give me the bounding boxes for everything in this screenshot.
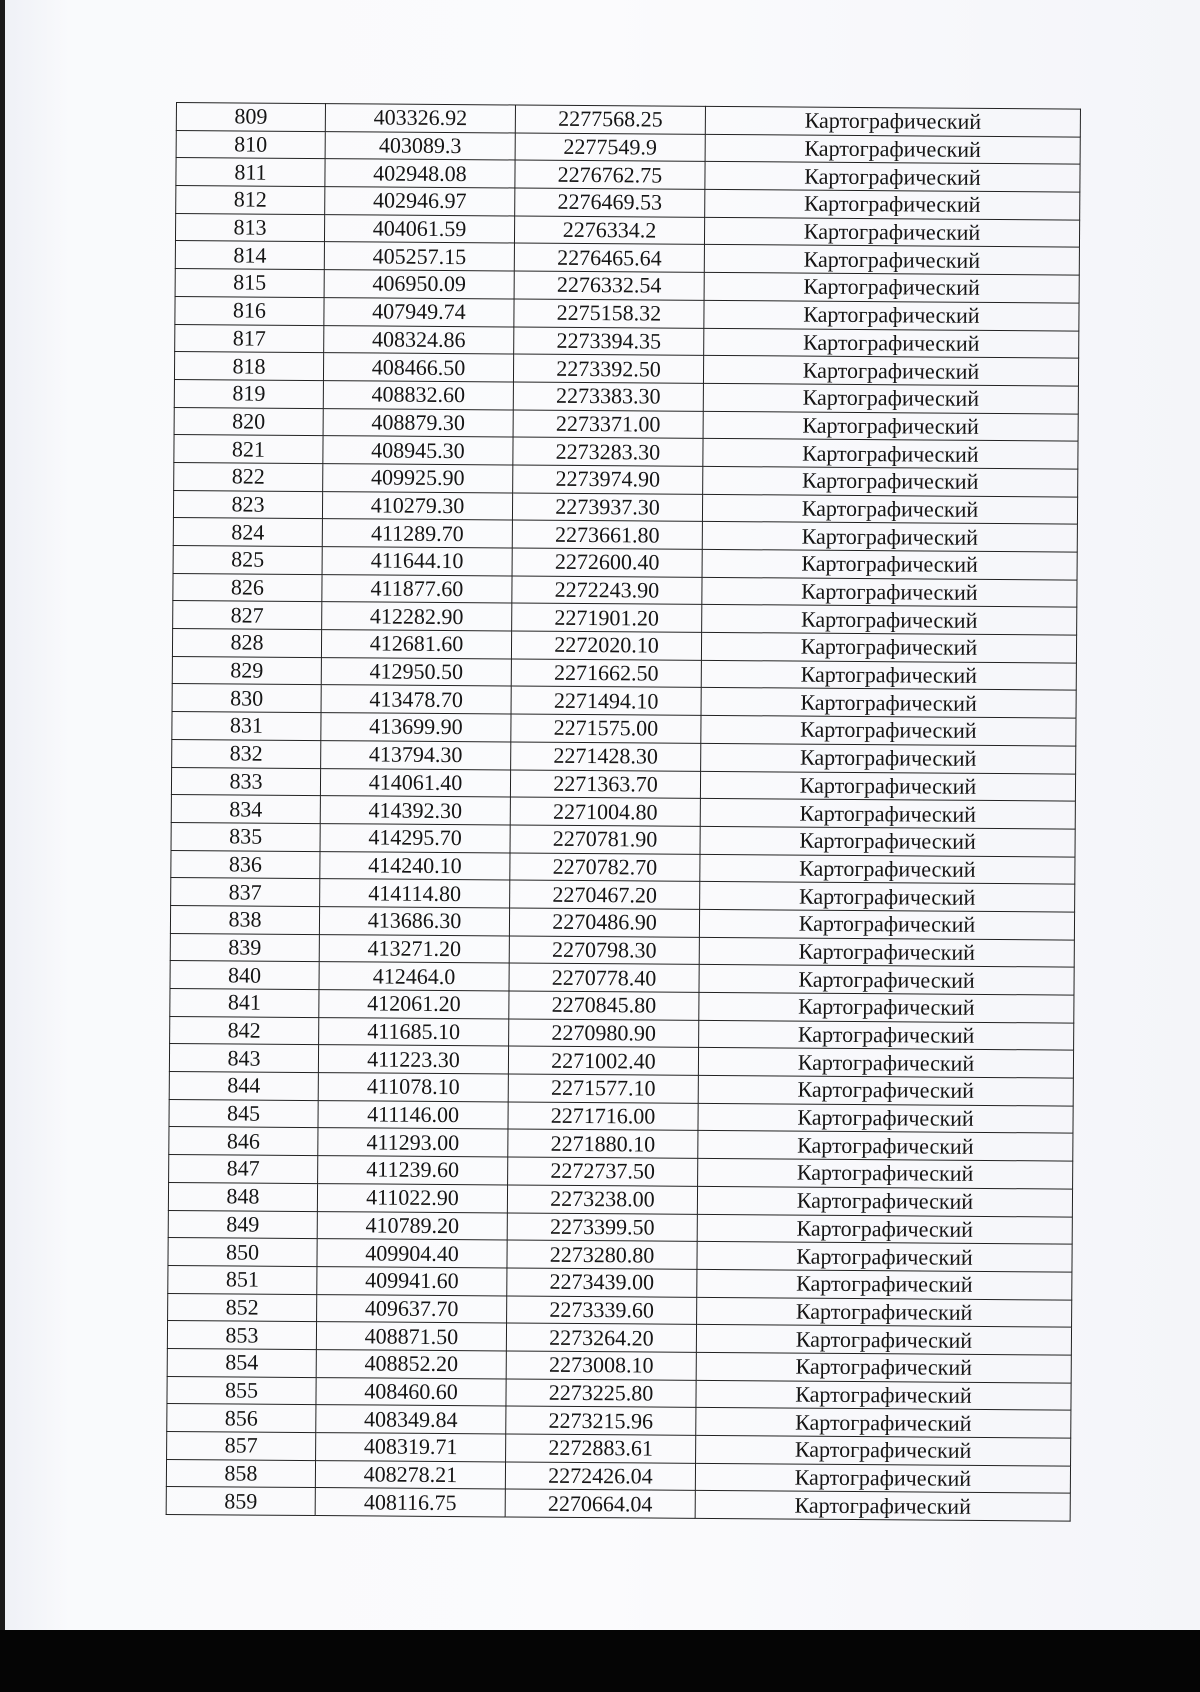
method-cell: Картографический: [701, 688, 1076, 718]
point-number-cell: 815: [175, 269, 324, 298]
method-cell: Картографический: [697, 1242, 1072, 1272]
y-coordinate-cell: 2270798.30: [509, 936, 699, 965]
method-cell: Картографический: [698, 1075, 1073, 1105]
point-number-cell: 828: [172, 629, 321, 658]
x-coordinate-cell: 408852.20: [316, 1349, 506, 1378]
x-coordinate-cell: 405257.15: [324, 242, 514, 271]
method-cell: Картографический: [705, 106, 1080, 136]
point-number-cell: 841: [170, 988, 319, 1017]
y-coordinate-cell: 2275158.32: [514, 299, 704, 328]
method-cell: Картографический: [696, 1380, 1071, 1410]
x-coordinate-cell: 413699.90: [321, 713, 511, 742]
method-cell: Картографический: [700, 882, 1075, 912]
coordinates-table: [166, 102, 1081, 1522]
x-coordinate-cell: 411877.60: [322, 574, 512, 603]
y-coordinate-cell: 2270467.20: [510, 880, 700, 909]
coordinates-table-body: [166, 103, 1080, 1522]
method-cell: Картографический: [697, 1269, 1072, 1299]
method-cell: Картографический: [697, 1186, 1072, 1216]
x-coordinate-cell: 411239.60: [318, 1156, 508, 1185]
table-row: [166, 1487, 1070, 1521]
x-coordinate-cell: 413271.20: [319, 934, 509, 963]
method-cell: Картографический: [703, 356, 1078, 386]
y-coordinate-cell: 2271004.80: [510, 797, 700, 826]
method-cell: Картографический: [705, 134, 1080, 164]
method-cell: Картографический: [699, 1020, 1074, 1050]
y-coordinate-cell: 2273383.30: [513, 382, 703, 411]
x-coordinate-cell: 412061.20: [319, 990, 509, 1019]
y-coordinate-cell: 2271002.40: [508, 1046, 698, 1075]
x-coordinate-cell: 409904.40: [317, 1239, 507, 1268]
point-number-cell: 818: [174, 352, 323, 381]
method-cell: Картографический: [701, 743, 1076, 773]
point-number-cell: 829: [172, 656, 321, 685]
y-coordinate-cell: 2276334.2: [514, 216, 704, 245]
x-coordinate-cell: 411146.00: [318, 1100, 508, 1129]
method-cell: Картографический: [699, 965, 1074, 995]
x-coordinate-cell: 412282.90: [322, 602, 512, 631]
y-coordinate-cell: 2273937.30: [512, 493, 702, 522]
point-number-cell: 834: [171, 795, 320, 824]
y-coordinate-cell: 2270486.90: [509, 908, 699, 937]
point-number-cell: 816: [175, 296, 324, 325]
y-coordinate-cell: 2270778.40: [509, 963, 699, 992]
x-coordinate-cell: 408319.71: [316, 1433, 506, 1462]
y-coordinate-cell: 2273225.80: [506, 1379, 696, 1408]
x-coordinate-cell: 413686.30: [319, 907, 509, 936]
point-number-cell: 820: [174, 407, 323, 436]
x-coordinate-cell: 408460.60: [316, 1377, 506, 1406]
point-number-cell: 844: [169, 1072, 318, 1101]
x-coordinate-cell: 408832.60: [323, 380, 513, 409]
point-number-cell: 839: [170, 933, 319, 962]
point-number-cell: 846: [169, 1127, 318, 1156]
x-coordinate-cell: 409637.70: [317, 1294, 507, 1323]
x-coordinate-cell: 414240.10: [320, 851, 510, 880]
y-coordinate-cell: 2271716.00: [508, 1102, 698, 1131]
y-coordinate-cell: 2270845.80: [509, 991, 699, 1020]
method-cell: Картографический: [701, 660, 1076, 690]
x-coordinate-cell: 413478.70: [321, 685, 511, 714]
method-cell: Картографический: [696, 1325, 1071, 1355]
y-coordinate-cell: 2273339.60: [507, 1296, 697, 1325]
x-coordinate-cell: 411685.10: [319, 1017, 509, 1046]
y-coordinate-cell: 2273371.00: [513, 410, 703, 439]
point-number-cell: 833: [171, 767, 320, 796]
method-cell: Картографический: [701, 715, 1076, 745]
method-cell: Картографический: [696, 1352, 1071, 1382]
scan-left-edge: [0, 0, 5, 1630]
y-coordinate-cell: 2277549.9: [515, 133, 705, 162]
point-number-cell: 811: [176, 158, 325, 187]
point-number-cell: 814: [175, 241, 324, 270]
y-coordinate-cell: 2276332.54: [514, 271, 704, 300]
y-coordinate-cell: 2271494.10: [511, 686, 701, 715]
y-coordinate-cell: 2276469.53: [515, 188, 705, 217]
method-cell: Картографический: [702, 549, 1077, 579]
x-coordinate-cell: 403326.92: [325, 104, 515, 133]
x-coordinate-cell: 408466.50: [323, 353, 513, 382]
y-coordinate-cell: 2271662.50: [511, 659, 701, 688]
method-cell: Картографический: [695, 1491, 1070, 1521]
method-cell: Картографический: [704, 273, 1079, 303]
y-coordinate-cell: 2271577.10: [508, 1074, 698, 1103]
point-number-cell: 821: [174, 435, 323, 464]
y-coordinate-cell: 2277568.25: [515, 105, 705, 134]
x-coordinate-cell: 411293.00: [318, 1128, 508, 1157]
y-coordinate-cell: 2272020.10: [511, 631, 701, 660]
x-coordinate-cell: 414392.30: [320, 796, 510, 825]
method-cell: Картографический: [704, 328, 1079, 358]
x-coordinate-cell: 403089.3: [325, 131, 515, 160]
x-coordinate-cell: 410279.30: [322, 491, 512, 520]
point-number-cell: 848: [168, 1182, 317, 1211]
point-number-cell: 824: [173, 518, 322, 547]
method-cell: Картографический: [703, 383, 1078, 413]
y-coordinate-cell: 2272883.61: [506, 1434, 696, 1463]
method-cell: Картографический: [704, 245, 1079, 275]
point-number-cell: 830: [172, 684, 321, 713]
point-number-cell: 845: [169, 1099, 318, 1128]
x-coordinate-cell: 408116.75: [315, 1488, 505, 1517]
y-coordinate-cell: 2270664.04: [505, 1489, 695, 1518]
y-coordinate-cell: 2271901.20: [512, 603, 702, 632]
y-coordinate-cell: 2273399.50: [507, 1212, 697, 1241]
point-number-cell: 823: [173, 490, 322, 519]
method-cell: Картографический: [700, 771, 1075, 801]
point-number-cell: 857: [167, 1431, 316, 1460]
method-cell: Картографический: [699, 937, 1074, 967]
x-coordinate-cell: 411022.90: [317, 1183, 507, 1212]
method-cell: Картографический: [701, 632, 1076, 662]
point-number-cell: 812: [176, 186, 325, 215]
point-number-cell: 856: [167, 1404, 316, 1433]
x-coordinate-cell: 411644.10: [322, 547, 512, 576]
point-number-cell: 850: [168, 1238, 317, 1267]
method-cell: Картографический: [702, 577, 1077, 607]
x-coordinate-cell: 412681.60: [321, 630, 511, 659]
method-cell: Картографический: [698, 1131, 1073, 1161]
y-coordinate-cell: 2271363.70: [510, 769, 700, 798]
method-cell: Картографический: [697, 1297, 1072, 1327]
point-number-cell: 853: [167, 1321, 316, 1350]
method-cell: Картографический: [695, 1463, 1070, 1493]
point-number-cell: 822: [174, 462, 323, 491]
x-coordinate-cell: 411289.70: [322, 519, 512, 548]
y-coordinate-cell: 2271575.00: [511, 714, 701, 743]
method-cell: Картографический: [696, 1435, 1071, 1465]
method-cell: Картографический: [699, 992, 1074, 1022]
point-number-cell: 858: [166, 1459, 315, 1488]
x-coordinate-cell: 414061.40: [320, 768, 510, 797]
x-coordinate-cell: 414295.70: [320, 823, 510, 852]
y-coordinate-cell: 2273974.90: [513, 465, 703, 494]
method-cell: Картографический: [703, 411, 1078, 441]
x-coordinate-cell: 410789.20: [317, 1211, 507, 1240]
y-coordinate-cell: 2272600.40: [512, 548, 702, 577]
y-coordinate-cell: 2273008.10: [506, 1351, 696, 1380]
x-coordinate-cell: 408278.21: [315, 1460, 505, 1489]
y-coordinate-cell: 2270781.90: [510, 825, 700, 854]
method-cell: Картографический: [705, 189, 1080, 219]
y-coordinate-cell: 2273661.80: [512, 520, 702, 549]
y-coordinate-cell: 2271880.10: [508, 1129, 698, 1158]
x-coordinate-cell: 409941.60: [317, 1266, 507, 1295]
point-number-cell: 826: [173, 573, 322, 602]
point-number-cell: 855: [167, 1376, 316, 1405]
point-number-cell: 819: [174, 379, 323, 408]
y-coordinate-cell: 2272426.04: [505, 1462, 695, 1491]
y-coordinate-cell: 2273283.30: [513, 437, 703, 466]
point-number-cell: 851: [168, 1265, 317, 1294]
y-coordinate-cell: 2273280.80: [507, 1240, 697, 1269]
method-cell: Картографический: [696, 1408, 1071, 1438]
x-coordinate-cell: 408945.30: [323, 436, 513, 465]
point-number-cell: 843: [169, 1044, 318, 1073]
point-number-cell: 840: [170, 961, 319, 990]
method-cell: Картографический: [700, 854, 1075, 884]
x-coordinate-cell: 408871.50: [316, 1322, 506, 1351]
x-coordinate-cell: 408879.30: [323, 408, 513, 437]
method-cell: Картографический: [702, 522, 1077, 552]
method-cell: Картографический: [703, 439, 1078, 469]
point-number-cell: 837: [171, 878, 320, 907]
y-coordinate-cell: 2272243.90: [512, 576, 702, 605]
y-coordinate-cell: 2273215.96: [506, 1406, 696, 1435]
point-number-cell: 838: [170, 905, 319, 934]
y-coordinate-cell: 2272737.50: [508, 1157, 698, 1186]
x-coordinate-cell: 404061.59: [324, 214, 514, 243]
y-coordinate-cell: 2270980.90: [509, 1019, 699, 1048]
method-cell: Картографический: [704, 217, 1079, 247]
method-cell: Картографический: [703, 466, 1078, 496]
point-number-cell: 847: [169, 1155, 318, 1184]
point-number-cell: 849: [168, 1210, 317, 1239]
point-number-cell: 852: [168, 1293, 317, 1322]
y-coordinate-cell: 2276465.64: [514, 243, 704, 272]
x-coordinate-cell: 412464.0: [319, 962, 509, 991]
point-number-cell: 836: [171, 850, 320, 879]
y-coordinate-cell: 2273439.00: [507, 1268, 697, 1297]
method-cell: Картографический: [697, 1214, 1072, 1244]
method-cell: Картографический: [698, 1048, 1073, 1078]
method-cell: Картографический: [704, 300, 1079, 330]
point-number-cell: 827: [173, 601, 322, 630]
x-coordinate-cell: 412950.50: [321, 657, 511, 686]
method-cell: Картографический: [702, 494, 1077, 524]
point-number-cell: 835: [171, 822, 320, 851]
point-number-cell: 831: [172, 712, 321, 741]
x-coordinate-cell: 413794.30: [321, 740, 511, 769]
y-coordinate-cell: 2270782.70: [510, 853, 700, 882]
method-cell: Картографический: [702, 605, 1077, 635]
point-number-cell: 842: [170, 1016, 319, 1045]
scan-bottom-bar: [0, 1630, 1200, 1692]
method-cell: Картографический: [700, 799, 1075, 829]
method-cell: Картографический: [705, 162, 1080, 192]
method-cell: Картографический: [699, 909, 1074, 939]
x-coordinate-cell: 402948.08: [325, 159, 515, 188]
x-coordinate-cell: 411223.30: [318, 1045, 508, 1074]
method-cell: Картографический: [700, 826, 1075, 856]
point-number-cell: 854: [167, 1348, 316, 1377]
y-coordinate-cell: 2273394.35: [514, 326, 704, 355]
x-coordinate-cell: 411078.10: [318, 1073, 508, 1102]
method-cell: Картографический: [698, 1158, 1073, 1188]
y-coordinate-cell: 2276762.75: [515, 160, 705, 189]
x-coordinate-cell: 408349.84: [316, 1405, 506, 1434]
method-cell: Картографический: [698, 1103, 1073, 1133]
x-coordinate-cell: 414114.80: [320, 879, 510, 908]
y-coordinate-cell: 2271428.30: [511, 742, 701, 771]
point-number-cell: 809: [176, 103, 325, 132]
y-coordinate-cell: 2273264.20: [506, 1323, 696, 1352]
point-number-cell: 813: [175, 213, 324, 242]
y-coordinate-cell: 2273392.50: [513, 354, 703, 383]
point-number-cell: 825: [173, 545, 322, 574]
point-number-cell: 859: [166, 1487, 315, 1516]
x-coordinate-cell: 407949.74: [324, 297, 514, 326]
x-coordinate-cell: 408324.86: [324, 325, 514, 354]
point-number-cell: 817: [175, 324, 324, 353]
x-coordinate-cell: 406950.09: [324, 270, 514, 299]
point-number-cell: 832: [172, 739, 321, 768]
x-coordinate-cell: 402946.97: [325, 187, 515, 216]
point-number-cell: 810: [176, 130, 325, 159]
x-coordinate-cell: 409925.90: [323, 464, 513, 493]
y-coordinate-cell: 2273238.00: [507, 1185, 697, 1214]
